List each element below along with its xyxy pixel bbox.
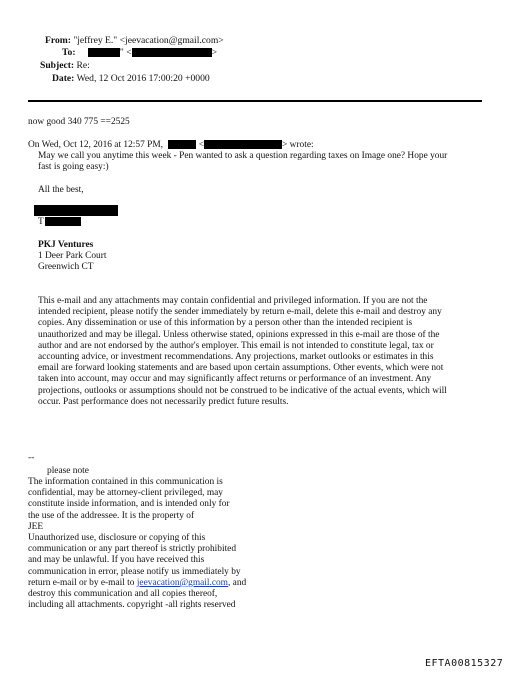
note-line: and may be unlawful. If you have received this [28, 555, 205, 566]
note-line: destroy this communication and all copies thereof, [28, 589, 218, 600]
quote-intro-suffix: > wrote: [282, 140, 314, 150]
from-row [45, 35, 224, 46]
message-body [38, 151, 482, 173]
note-line: communication in error, please notify us immediately by [28, 566, 241, 577]
date-value: Wed, 12 Oct 2016 17:00:20 +0000 [76, 73, 210, 84]
address-line: 1 Deer Park Court [38, 251, 107, 262]
disclaimer-line: This e-mail and any attachments may contain confidential and privileged information. If you are not the [38, 296, 428, 306]
to-row [62, 47, 217, 58]
email-line-prefix: return e-mail or by e-mail to [28, 577, 137, 588]
disclaimer-line: accounting advice, or investment recommendations. Any projections, market outlooks or estimates in this [38, 352, 434, 363]
redaction-bar [88, 48, 120, 57]
company-name: PKJ Ventures [38, 240, 94, 250]
to-gt: > [211, 47, 218, 58]
note-line: confidential, may be attorney-client privileged, may [28, 488, 223, 499]
redaction-bar [132, 48, 212, 57]
disclaimer-line: copies. Any dissemination or use of this information by a person other than the intended recipient is [38, 318, 413, 329]
note-line: including all attachments. copyright -all rights reserved [28, 600, 236, 611]
date-row [52, 73, 210, 84]
signature-initial: T [38, 217, 44, 227]
to-label: To: [62, 47, 76, 58]
email-link[interactable]: jeevacation@gmail.com [136, 577, 228, 588]
disclaimer-line: email are forward looking statements and are based upon certain assumptions. Other events, which were not [38, 363, 444, 374]
from-label: From: [45, 35, 71, 46]
note-block [28, 477, 288, 611]
date-label: Date: [52, 73, 75, 84]
disclaimer [38, 296, 482, 408]
quote-intro-lt: < [198, 140, 204, 150]
message-line: May we call you anytime this week - Pen wanted to ask a question regarding taxes on Image one? Hope your [38, 151, 448, 161]
message-line: fast is going easy:) [38, 162, 109, 173]
document-id: EFTA00815327 [425, 658, 504, 669]
redaction-bar [45, 217, 81, 226]
disclaimer-line: projections, outlooks or assumptions should not be construed to be indicative of the actual events, which will [38, 385, 447, 396]
disclaimer-line: author and are not endorsed by the author's employer. This email is not intended to constitute legal, tax or [38, 340, 434, 351]
disclaimer-line: taken into account, may occur and may significantly affect returns or performance of an investment. Any [38, 374, 432, 385]
redaction-bar [204, 140, 282, 149]
note-email-line [28, 578, 288, 589]
to-quote: " [119, 47, 124, 58]
note-line: The information contained in this communication is [28, 477, 223, 487]
disclaimer-line: intended recipient, please notify the sender immediately by return e-mail, delete this e-mail and destroy any [38, 307, 442, 318]
signature-initial-row [38, 217, 81, 228]
note-line: the use of the addressee. It is the property of [28, 510, 195, 521]
subject-row [40, 60, 90, 71]
redaction-bar [34, 205, 118, 216]
note-line: Unauthorized use, disclosure or copying of this [28, 533, 206, 544]
from-value: "jeffrey E." <jeevacation@gmail.com> [73, 35, 224, 46]
signoff: All the best, [38, 185, 84, 195]
header-divider [28, 100, 482, 102]
note-line: JEE [28, 521, 44, 532]
subject-label: Subject: [40, 60, 75, 71]
note-title: please note [47, 466, 89, 476]
signature-dashes: -- [28, 453, 35, 463]
to-lt: < [126, 47, 132, 58]
quote-intro [28, 140, 314, 151]
disclaimer-line: occur. Past performance does not necessarily predict future results. [38, 396, 289, 407]
note-line: communication or any part thereof is strictly prohibited [28, 544, 237, 555]
note-line: constitute inside information, and is intended only for [28, 499, 230, 510]
redaction-bar [168, 140, 196, 149]
disclaimer-line: unauthorized and may be illegal. Unless otherwise stated, opinions expressed in this e-mail are those of the [38, 329, 440, 340]
email-line-suffix: , and [227, 577, 247, 588]
company-block [38, 240, 482, 274]
quote-intro-prefix: On Wed, Oct 12, 2016 at 12:57 PM, [28, 140, 164, 150]
address-line: Greenwich CT [38, 262, 94, 273]
reply-text: now good 340 775 ==2525 [28, 117, 130, 127]
subject-value: Re: [76, 60, 90, 71]
